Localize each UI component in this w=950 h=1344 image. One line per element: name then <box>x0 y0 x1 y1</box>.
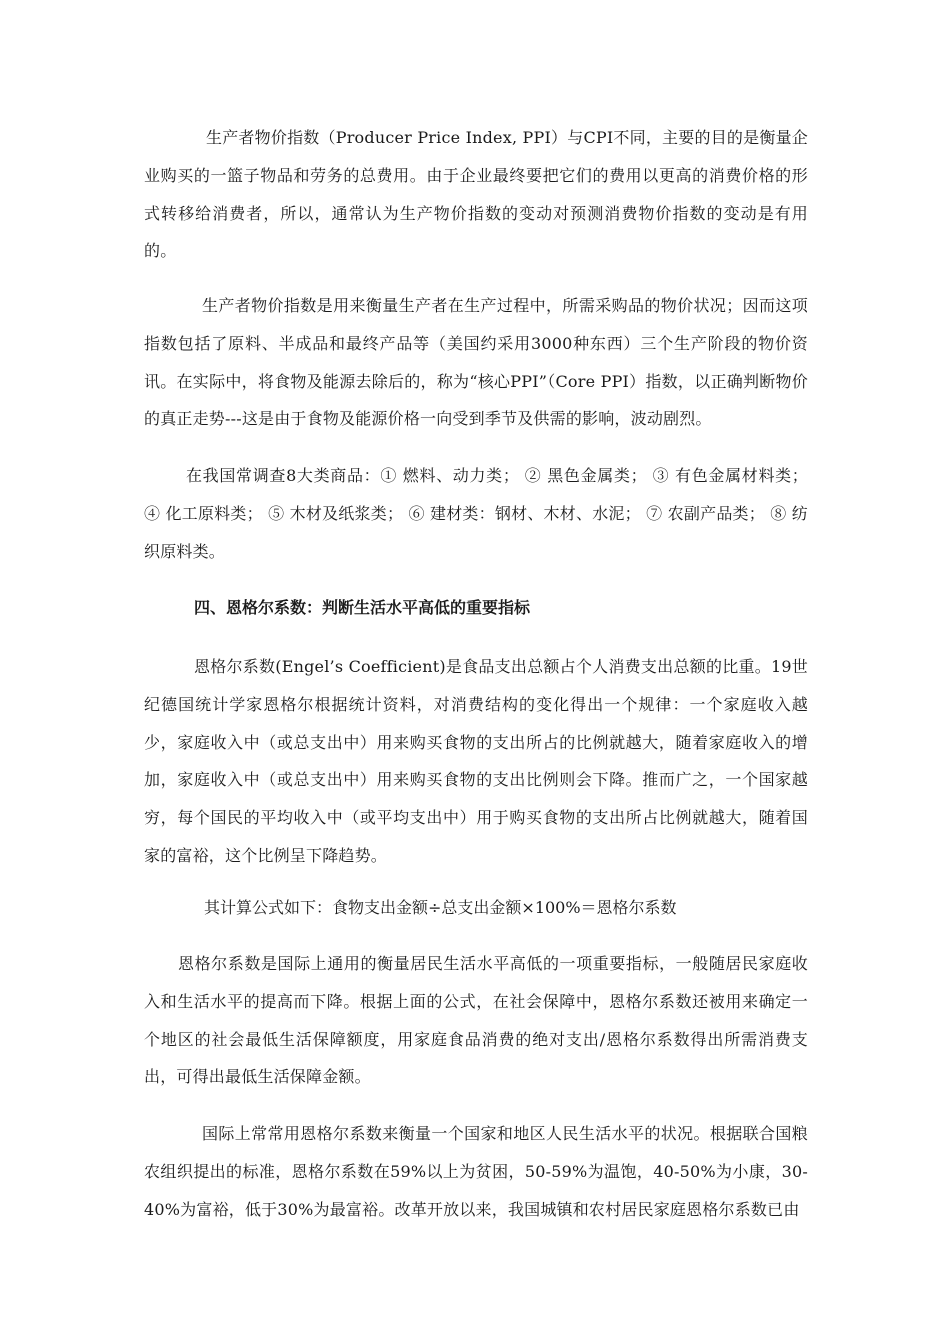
paragraph-engel-usage: 恩格尔系数是国际上通用的衡量居民生活水平高低的一项重要指标，一般随居民家庭收入和生活水平的提高而下降。根据上面的公式，在社会保障中，恩格尔系数还被用来确定一个地区的社会最低生活保障额度，用家庭食品消费的绝对支出/恩格尔系数得出所需消费支出，可得出最低生活保障金额。 <box>144 954 808 1087</box>
paragraph-engel-standard: 国际上常常用恩格尔系数来衡量一个国家和地区人民生活水平的状况。根据联合国粮农组织提出的标准，恩格尔系数在59%以上为贫困，50-59%为温饱，40-50%为小康，30-40%为富裕，低于30%为最富裕。改革开放以来，我国城镇和农村居民家庭恩格尔系数已由 <box>144 1124 808 1219</box>
section-heading-engel: 四、恩格尔系数：判断生活水平高低的重要指标 <box>194 598 531 617</box>
paragraph-ppi-detail: 生产者物价指数是用来衡量生产者在生产过程中，所需采购品的物价状况；因而这项指数包括了原料、半成品和最终产品等（美国约采用3000种东西）三个生产阶段的物价资讯。在实际中，将食物及能源去除后的，称为“核心PPI”（Core PPI）指数，以正确判断物价的真正走势---这是由于食物及能源价格一向受到季节及供需的影响，波动剧烈。 <box>144 296 808 429</box>
engel-formula: 其计算公式如下：食物支出金额÷总支出金额×100%＝恩格尔系数 <box>204 898 677 917</box>
paragraph-ppi-categories: 在我国常调查8大类商品：① 燃料、动力类； ② 黑色金属类； ③ 有色金属材料类； ④ 化工原料类； ⑤ 木材及纸浆类； ⑥ 建材类：钢材、木材、水泥； ⑦ 农副产品类； ⑧ 纺织原料类。 <box>144 466 808 561</box>
paragraph-engel-definition: 恩格尔系数(Engel’s Coefficient)是食品支出总额占个人消费支出总额的比重。19世纪德国统计学家恩格尔根据统计资料，对消费结构的变化得出一个规律：一个家庭收入越少，家庭收入中（或总支出中）用来购买食物的支出所占的比例就越大，随着家庭收入的增加，家庭收入中（或总支出中）用来购买食物的支出比例则会下降。推而广之，一个国家越穷，每个国民的平均收入中（或平均支出中）用于购买食物的支出所占比例就越大，随着国家的富裕，这个比例呈下降趋势。 <box>144 657 808 865</box>
paragraph-ppi-intro: 生产者物价指数（Producer Price Index, PPI）与CPI不同，主要的目的是衡量企业购买的一篮子物品和劳务的总费用。由于企业最终要把它们的费用以更高的消费价格的形式转移给消费者，所以，通常认为生产物价指数的变动对预测消费物价指数的变动是有用的。 <box>144 128 808 261</box>
